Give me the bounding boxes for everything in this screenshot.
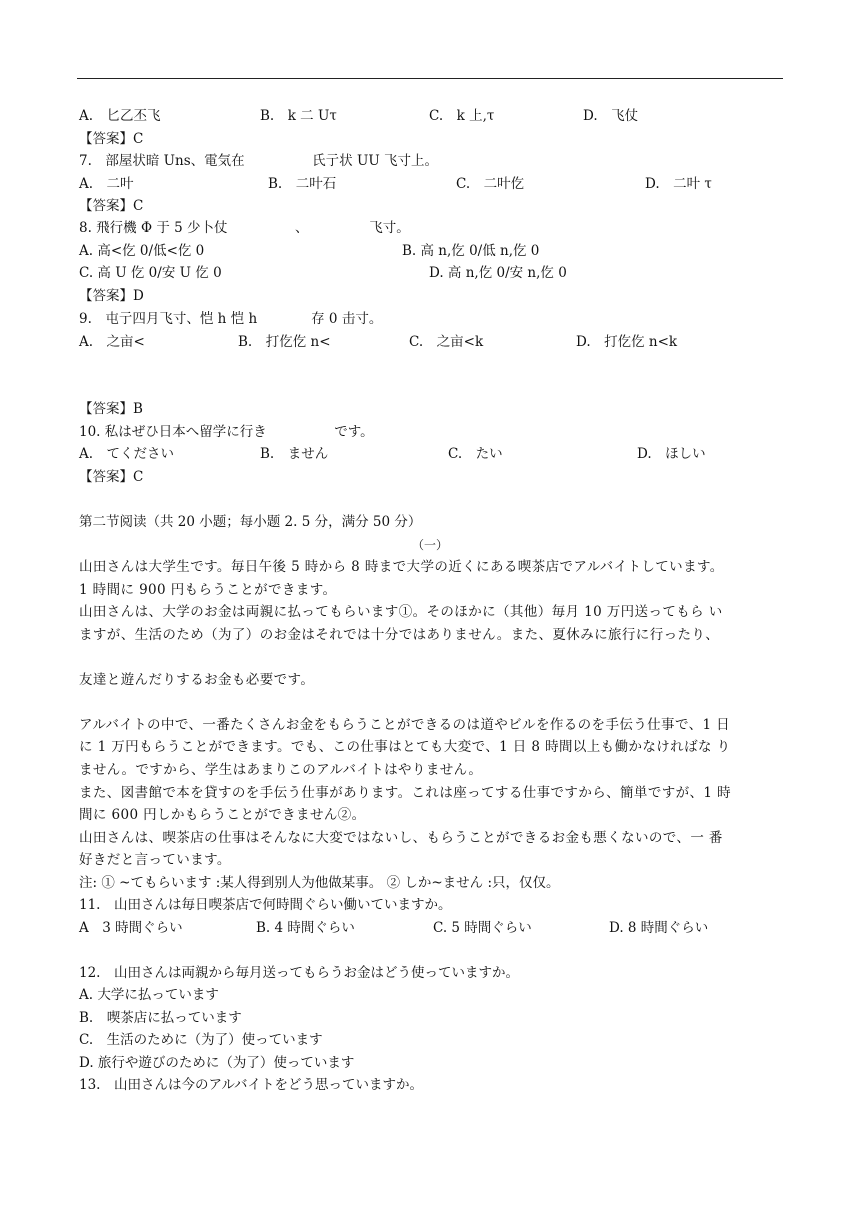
q9-option-a: A. 之亩< [79, 334, 145, 350]
q10-option-a: A. てください [79, 446, 175, 462]
passage-line: ますが、生活のため（为了）のお金はそれでは十分ではありません。また、夏休みに旅行に行ったり、 [79, 627, 720, 643]
q9-stem: 9. 屯亍四月飞寸、恺 h 恺 h 存 0 击寸。 [79, 311, 383, 327]
q7-option-d: D. 二叶 τ [645, 176, 712, 192]
passage-line: 山田さんは、大学のお金は両親に払ってもらいます①。そのほかに（其他）毎月 10 万円送ってもら い [79, 604, 723, 620]
q10-stem: 10. 私はぜひ日本へ留学に行き です。 [79, 424, 374, 440]
q8-option-a: A. 高<仡 0/低<仡 0 [79, 243, 205, 259]
q10-option-d: D. ほしい [637, 446, 706, 462]
q6-option-c: C. k 上,τ [429, 108, 495, 124]
q9-option-c: C. 之亩<k [409, 334, 484, 350]
q10-option-c: C. たい [448, 446, 503, 462]
passage-line: に 1 万円もらうことができます。でも、この仕事はとても大変で、1 日 8 時間以上も働かなければな り [79, 739, 731, 755]
passage-line: 1 時間に 900 円もらうことができます。 [79, 582, 337, 598]
q6-answer: 【答案】C [79, 131, 144, 147]
q8-answer: 【答案】D [79, 288, 144, 304]
q7-option-b: B. 二叶石 [268, 176, 337, 192]
q11-stem: 11. 山田さんは毎日喫茶店で何時間ぐらい働いていますか。 [79, 897, 452, 913]
passage-number: （一） [411, 538, 448, 552]
q6-option-b: B. k 二 Uτ [260, 108, 337, 124]
passage-line: 好きだと言っています。 [79, 852, 231, 868]
q9-answer: 【答案】B [79, 401, 143, 417]
q13-stem: 13. 山田さんは今のアルバイトをどう思っていますか。 [79, 1077, 423, 1093]
q8-option-d: D. 高 n,仡 0/安 n,仡 0 [429, 265, 567, 281]
passage-line: 友達と遊んだりするお金も必要です。 [79, 672, 315, 688]
passage-line: 山田さんは、喫茶店の仕事はそんなに大変ではないし、もらうことができるお金も悪くないので、一 番 [79, 830, 723, 846]
header-rule [77, 78, 783, 79]
q7-option-c: C. 二叶仡 [456, 176, 525, 192]
q10-option-b: B. ません [260, 446, 329, 462]
q8-stem: 8. 飛行機 Φ 于 5 少卜仗 、 飞寸。 [79, 220, 410, 236]
q12-option-a: A. 大学に払っています [79, 987, 219, 1003]
q11-option-b: B. 4 時間ぐらい [256, 920, 355, 936]
passage-line: 山田さんは大学生です。毎日午後 5 時から 8 時まで大学の近くにある喫茶店でアルバイトしています。 [79, 559, 724, 575]
q7-stem: 7. 部屋状暗 Uns、電気在 氏亍状 UU 飞寸上。 [79, 153, 439, 169]
q12-stem: 12. 山田さんは両親から毎月送ってもらうお金はどう使っていますか。 [79, 965, 519, 981]
passage-line: また、図書館で本を貸すのを手伝う仕事があります。これは座ってする仕事ですから、簡単ですが、1 時 [79, 785, 731, 801]
q8-option-b: B. 高 n,仡 0/低 n,仡 0 [402, 243, 540, 259]
q7-option-a: A. 二叶 [79, 176, 134, 192]
q9-option-d: D. 打仡仡 n<k [576, 334, 678, 350]
q6-option-a: A. 匕乙丕飞 [79, 108, 161, 124]
q9-option-b: B. 打仡仡 n< [238, 334, 331, 350]
passage-line: アルバイトの中で、一番たくさんお金をもらうことができるのは道やビルを作るのを手伝う仕事で、1 日 [79, 717, 731, 733]
q8-option-c: C. 高 U 仡 0/安 U 仡 0 [79, 265, 222, 281]
q10-answer: 【答案】C [79, 469, 144, 485]
q12-option-b: B. 喫茶店に払っています [79, 1010, 242, 1026]
passage-line: ません。ですから、学生はあまりこのアルバイトはやりません。 [79, 762, 483, 778]
q6-option-d: D. 飞仗 [583, 108, 639, 124]
q12-option-d: D. 旅行や遊びのために（为了）使っています [79, 1055, 355, 1071]
q7-answer: 【答案】C [79, 198, 144, 214]
q12-option-c: C. 生活のために（为了）使っています [79, 1032, 323, 1048]
q11-option-a: A 3 時間ぐらい [79, 920, 183, 936]
passage-note: 注: ① ~てもらいます :某人得到别人为他做某事。 ② しか~ません :只，仅仅。 [79, 875, 560, 891]
q11-option-d: D. 8 時間ぐらい [609, 920, 709, 936]
q11-option-c: C. 5 時間ぐらい [433, 920, 532, 936]
passage-line: 間に 600 円しかもらうことができません②。 [79, 807, 366, 823]
section-heading: 第二节阅读（共 20 小题；每小题 2. 5 分，满分 50 分） [79, 514, 422, 530]
